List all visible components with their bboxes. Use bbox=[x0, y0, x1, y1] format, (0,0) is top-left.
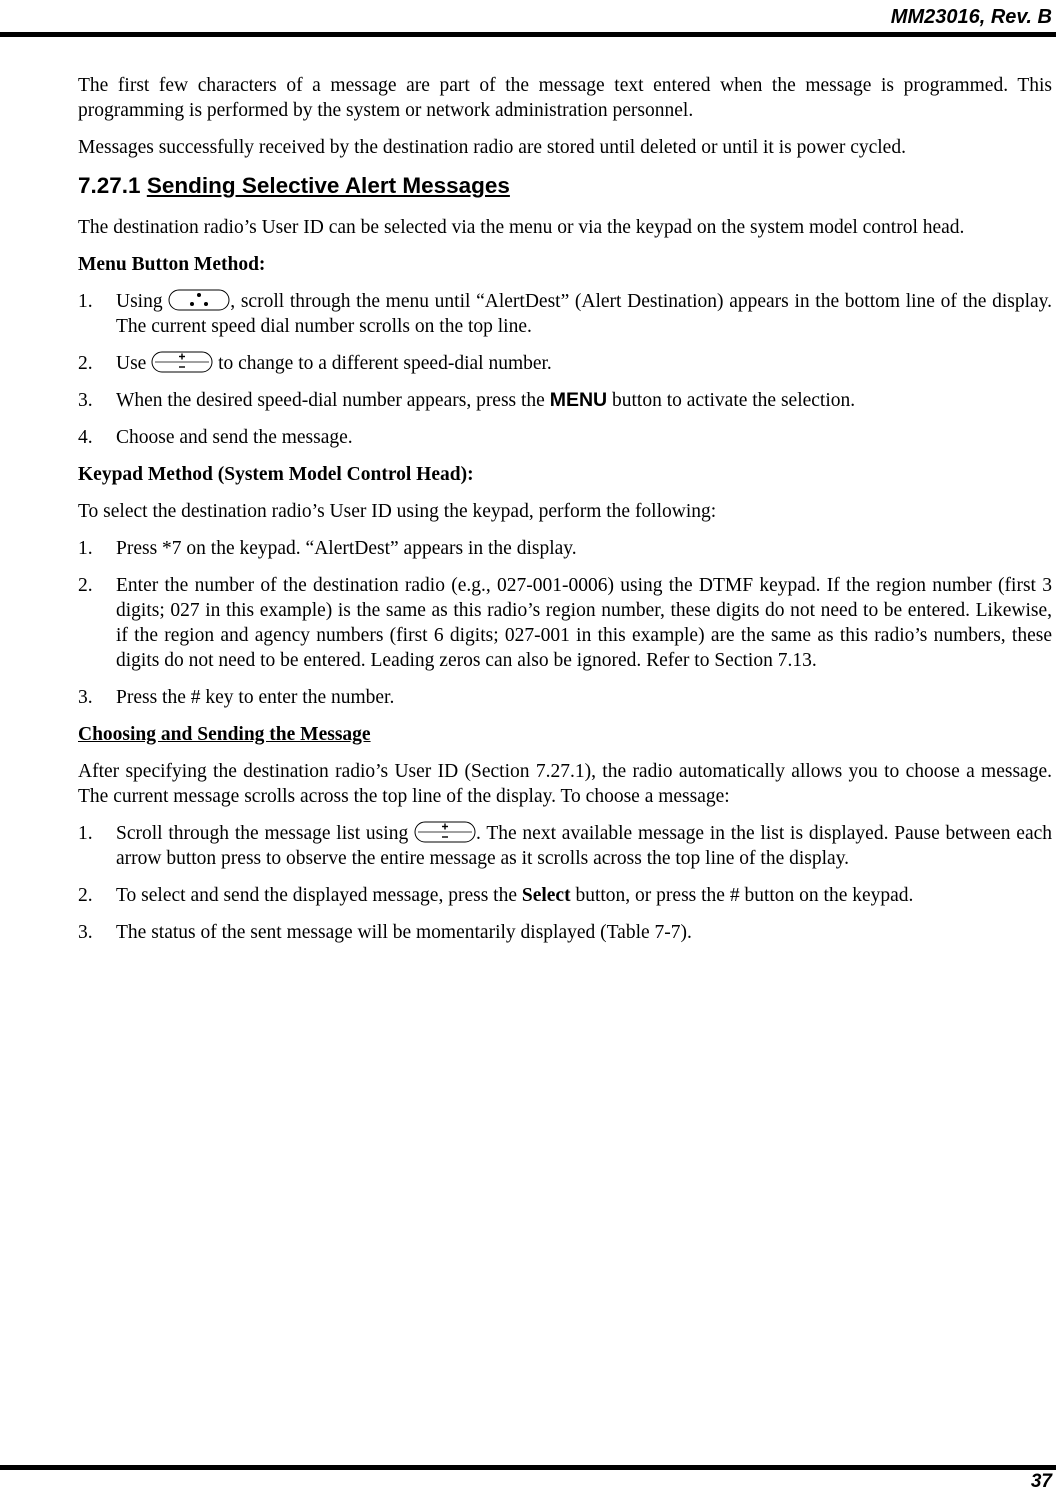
choosing-heading: Choosing and Sending the Message bbox=[78, 724, 371, 745]
page-content bbox=[78, 73, 1052, 957]
choosing-step-3 bbox=[78, 920, 1052, 945]
menu-dots-button-icon bbox=[168, 289, 230, 311]
step-number: 1. bbox=[78, 538, 93, 559]
step-text-before: When the desired speed-dial number appears, press the bbox=[116, 390, 545, 411]
step-text-before: To select and send the displayed message, press the bbox=[116, 885, 517, 906]
step-number: 3. bbox=[78, 687, 93, 708]
step-number: 1. bbox=[78, 823, 93, 844]
section-number: 7.27.1 bbox=[78, 173, 141, 198]
step-text-before: Use bbox=[116, 353, 147, 374]
step-text-after: . The next available message in the list is displayed. Pause between each arrow button press to observe the entire message as it scrolls across the top line of the display. bbox=[116, 823, 1052, 869]
page-number: 37 bbox=[1030, 1471, 1052, 1492]
step-text-before: Using bbox=[116, 291, 163, 312]
step-text-after: , scroll through the menu until “AlertDest” (Alert Destination) appears in the bottom line of the display. The current speed dial number scrolls on the top line. bbox=[116, 291, 1053, 337]
step-text-before: Scroll through the message list using bbox=[116, 823, 409, 844]
step-text: Press *7 on the keypad. “AlertDest” appears in the display. bbox=[116, 538, 577, 559]
intro-paragraph-2: Messages successfully received by the destination radio are stored until deleted or until it is power cycled. bbox=[78, 137, 906, 158]
keypad-step-1 bbox=[78, 536, 1052, 561]
step-text-after: button, or press the # button on the keypad. bbox=[575, 885, 914, 906]
menu-key-label: MENU bbox=[549, 389, 608, 411]
section-title: Sending Selective Alert Messages bbox=[146, 173, 510, 198]
menu-step-2 bbox=[78, 351, 1052, 376]
step-number: 3. bbox=[78, 390, 93, 411]
keypad-method-heading: Keypad Method (System Model Control Head): bbox=[78, 464, 474, 485]
menu-method-heading: Menu Button Method: bbox=[78, 254, 266, 275]
keypad-method-intro: To select the destination radio’s User ID using the keypad, perform the following: bbox=[78, 501, 717, 522]
keypad-step-2 bbox=[78, 573, 1052, 673]
section-heading bbox=[78, 172, 1052, 200]
step-text: Choose and send the message. bbox=[116, 427, 353, 448]
step-number: 2. bbox=[78, 575, 93, 596]
step-number: 2. bbox=[78, 353, 93, 374]
plus-minus-arrow-button-icon bbox=[151, 351, 213, 373]
menu-step-4 bbox=[78, 425, 1052, 450]
select-key-label: Select bbox=[521, 885, 571, 906]
choosing-step-1 bbox=[78, 821, 1052, 871]
keypad-step-3 bbox=[78, 685, 1052, 710]
menu-method-steps bbox=[78, 289, 1052, 450]
menu-step-1 bbox=[78, 289, 1052, 339]
step-number: 4. bbox=[78, 427, 93, 448]
document-header-title: MM23016, Rev. B bbox=[890, 6, 1052, 28]
step-text: Enter the number of the destination radio (e.g., 027-001-0006) using the DTMF keypad. If the region number (first 3 digits; 027 in this example) is the same as this radio’s region number, these digits do not need to be entered. Likewise, if the region and agency numbers (first 6 digits; 027-001 in this example) are the same as this radio’s numbers, these digits do not need to be entered. Leading zeros can also be ignored. Refer to Section 7.13. bbox=[116, 575, 1052, 671]
intro-paragraph-1: The first few characters of a message are part of the message text entered when the message is programmed. This programming is performed by the system or network administration personnel. bbox=[78, 75, 1052, 121]
choosing-intro: After specifying the destination radio’s User ID (Section 7.27.1), the radio automatically allows you to choose a message. The current message scrolls across the top line of the display. To choose a message: bbox=[78, 761, 1052, 807]
step-text: The status of the sent message will be momentarily displayed (Table 7-7). bbox=[116, 922, 692, 943]
header-rule bbox=[0, 32, 1056, 37]
step-number: 2. bbox=[78, 885, 93, 906]
keypad-method-steps bbox=[78, 536, 1052, 710]
step-text: Press the # key to enter the number. bbox=[116, 687, 395, 708]
step-number: 1. bbox=[78, 291, 93, 312]
menu-step-3 bbox=[78, 388, 1052, 413]
choosing-step-2 bbox=[78, 883, 1052, 908]
step-text-after: button to activate the selection. bbox=[612, 390, 856, 411]
step-text-after: to change to a different speed-dial number. bbox=[218, 353, 552, 374]
footer-rule bbox=[0, 1465, 1056, 1470]
step-number: 3. bbox=[78, 922, 93, 943]
choosing-steps bbox=[78, 821, 1052, 945]
section-intro: The destination radio’s User ID can be selected via the menu or via the keypad on the system model control head. bbox=[78, 217, 965, 238]
plus-minus-arrow-button-icon bbox=[414, 821, 476, 843]
